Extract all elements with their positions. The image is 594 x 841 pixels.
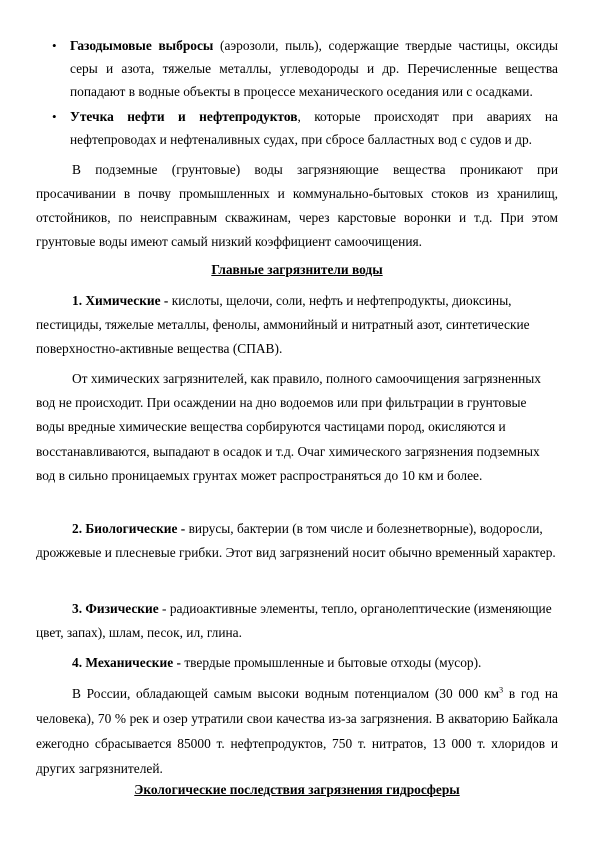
biological-text: вирусы, бактерии (в том числе и болезнетворные), водоросли, дрожжевые и плесневые грибки. Этот вид загрязнений носит обычно временный характер. — [36, 521, 556, 561]
bullet-item-oil-leak — [52, 105, 558, 151]
chemical-note-paragraph: От химических загрязнителей, как правило, полного самоочищения загрязненных вод не происходит. При осаждении на дно водоемов или при фильтрации в грунтовые воды вредные химические вещества сорбируются частицами пород, окисляются и восстанавливаются, выпадают в осадок и т.д. Очаг химического загрязнения подземных вод в сильно проницаемых грунтах может распространяться до 10 км и более. — [36, 371, 541, 483]
biological-label: 2. Биологические - — [72, 521, 186, 536]
bullet-text: , которые происходят при авариях на нефтепроводах и нефтеналивных судах, при сбросе балластных вод с судов и др. — [70, 109, 558, 147]
russia-paragraph — [36, 681, 558, 781]
biological-paragraph — [36, 517, 558, 565]
bullet-text: (аэрозоли, пыль), содержащие твердые частицы, оксиды серы и азота, тяжелые металлы, углеводороды и др. Перечисленные вещества попадают в водные объекты в процессе механического оседания или с осадками. — [70, 38, 558, 99]
chemical-paragraph — [36, 289, 558, 362]
mechanical-paragraph — [36, 651, 558, 675]
groundwater-paragraph: В подземные (грунтовые) воды загрязняющие вещества проникают при просачивании в почву промышленных и коммунально-бытовых стоков из хранилищ, отстойников, по неисправным скважинам, через карстовые воронки и т.д. При этом грунтовые воды имеют самый низкий коэффициент самоочищения. — [36, 162, 558, 249]
bullet-icon: • — [52, 38, 57, 53]
physical-paragraph — [36, 597, 558, 645]
heading-consequences: Экологические последствия загрязнения гидросферы — [134, 782, 460, 797]
heading-main-pollutants: Главные загрязнители воды — [211, 262, 383, 277]
bullet-term: Газодымовые выбросы — [70, 38, 214, 53]
chemical-text: кислоты, щелочи, соли, нефть и нефтепродукты, диоксины, пестициды, тяжелые металлы, фенолы, аммонийный и нитратный азот, синтетические поверхностно-активные вещества (СПАВ). — [36, 293, 530, 357]
russia-text-before: В России, обладающей самым высоки водным потенциалом (30 000 км — [72, 686, 500, 701]
bullet-list — [52, 34, 558, 151]
cubic-superscript: 3 — [499, 685, 504, 695]
bullet-icon: • — [52, 109, 57, 124]
physical-label: 3. Физические — [72, 601, 159, 616]
mechanical-text: твердые промышленные и бытовые отходы (мусор). — [180, 655, 482, 670]
bullet-item-gas-emissions — [52, 34, 558, 103]
physical-text: - радиоактивные элементы, тепло, органолептические (изменяющие цвет, запах), шлам, песок, ил, глина. — [36, 601, 552, 641]
chemical-label: 1. Химические - — [72, 293, 169, 308]
mechanical-label: 4. Механические - — [72, 655, 181, 670]
russia-text-after: в год на человека), 70 % рек и озер утратили свои качества из-за загрязнения. В акваторию Байкала ежегодно сбрасывается 85000 т. нефтепродуктов, 750 т. нитратов, 13 000 т. хлоридов и других загрязнителей. — [36, 686, 558, 776]
bullet-term: Утечка нефти и нефтепродуктов — [70, 109, 298, 124]
